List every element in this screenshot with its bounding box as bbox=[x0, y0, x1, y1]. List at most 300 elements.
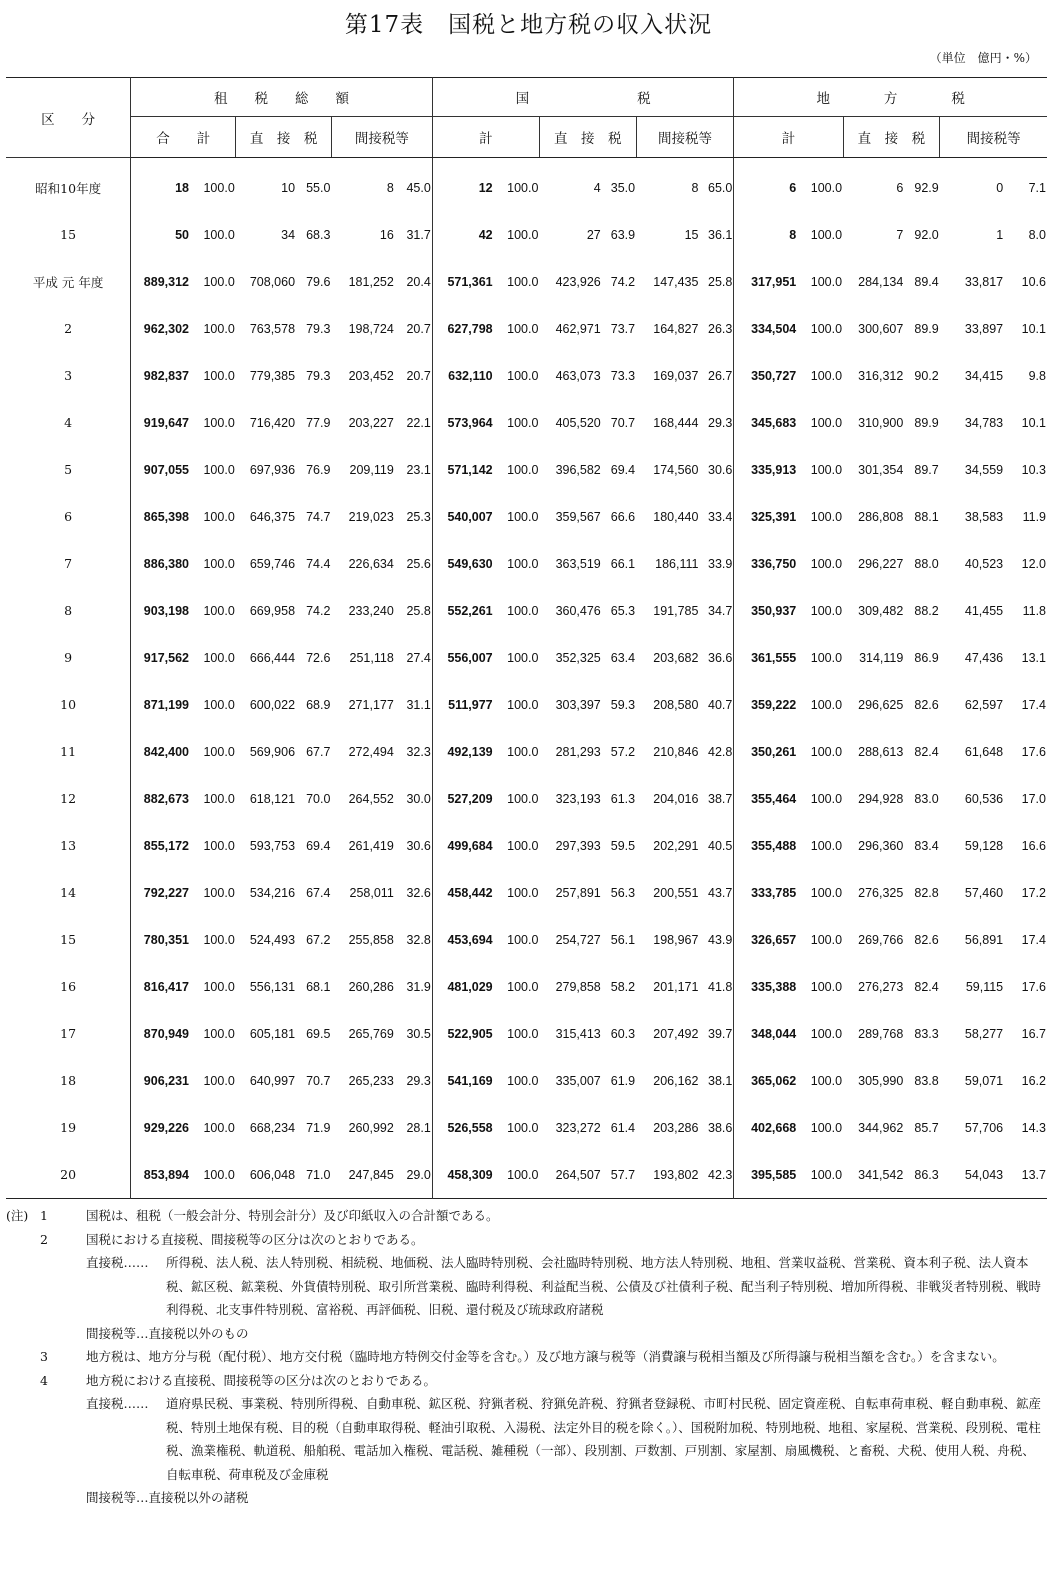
percent-cell: 100.0 bbox=[507, 274, 539, 289]
amount-cell: 355,464 bbox=[734, 775, 796, 822]
amount-cell: 919,647 bbox=[143, 415, 189, 430]
amount-cell: 573,964 bbox=[432, 399, 492, 446]
note-lead: 直接税…… bbox=[86, 1255, 149, 1270]
row-label: 平成 元 年度 bbox=[6, 258, 131, 305]
subheader-indirect: 間接税等 bbox=[636, 117, 734, 158]
percent-cell: 79.3 bbox=[306, 321, 331, 336]
percent-cell: 85.7 bbox=[914, 1120, 939, 1135]
amount-cell: 50 bbox=[175, 227, 189, 242]
percent-cell: 100.0 bbox=[203, 932, 235, 947]
percent-cell: 89.4 bbox=[914, 274, 939, 289]
amount-cell: 300,607 bbox=[858, 321, 904, 336]
subheader-total: 計 bbox=[432, 117, 539, 158]
percent-cell: 100.0 bbox=[203, 979, 235, 994]
amount-cell: 284,134 bbox=[858, 274, 904, 289]
percent-cell: 69.5 bbox=[306, 1026, 331, 1041]
percent-cell: 22.1 bbox=[406, 415, 431, 430]
table-row bbox=[6, 1010, 1047, 1057]
amount-cell: 316,312 bbox=[858, 368, 904, 383]
percent-cell: 27.4 bbox=[406, 650, 431, 665]
table-row bbox=[6, 681, 1047, 728]
percent-cell: 33.9 bbox=[708, 556, 733, 571]
subheader-direct: 直 接 税 bbox=[539, 117, 636, 158]
percent-cell: 77.9 bbox=[306, 415, 331, 430]
amount-cell: 323,193 bbox=[555, 791, 601, 806]
percent-cell: 36.6 bbox=[708, 650, 733, 665]
row-label: 20 bbox=[6, 1151, 131, 1199]
percent-cell: 25.8 bbox=[406, 603, 431, 618]
percent-cell: 38.1 bbox=[708, 1073, 733, 1088]
amount-cell: 317,951 bbox=[734, 258, 796, 305]
amount-cell: 816,417 bbox=[143, 979, 189, 994]
note-mark: (注) bbox=[6, 1208, 29, 1223]
amount-cell: 34 bbox=[281, 227, 296, 242]
percent-cell: 100.0 bbox=[203, 791, 235, 806]
note-1 bbox=[6, 1204, 1046, 1228]
percent-cell: 100.0 bbox=[507, 415, 539, 430]
percent-cell: 100.0 bbox=[203, 368, 235, 383]
row-label: 8 bbox=[6, 587, 131, 634]
percent-cell: 100.0 bbox=[507, 744, 539, 759]
percent-cell: 57.7 bbox=[610, 1167, 636, 1182]
amount-cell: 882,673 bbox=[143, 791, 189, 806]
percent-cell: 92.0 bbox=[914, 227, 939, 242]
table-row bbox=[6, 775, 1047, 822]
percent-cell: 25.3 bbox=[406, 509, 431, 524]
percent-cell: 67.2 bbox=[306, 932, 331, 947]
percent-cell: 32.3 bbox=[406, 744, 431, 759]
percent-cell: 100.0 bbox=[507, 368, 539, 383]
amount-cell: 569,906 bbox=[249, 744, 296, 759]
percent-cell: 92.9 bbox=[914, 180, 939, 195]
percent-cell: 68.9 bbox=[306, 697, 331, 712]
note-number: 2 bbox=[40, 1231, 48, 1247]
amount-cell: 62,597 bbox=[964, 697, 1004, 712]
percent-cell: 100.0 bbox=[810, 321, 843, 336]
amount-cell: 534,216 bbox=[249, 885, 296, 900]
table-row bbox=[6, 634, 1047, 681]
amount-cell: 906,231 bbox=[143, 1073, 189, 1088]
amount-cell: 8 bbox=[386, 180, 394, 195]
percent-cell: 100.0 bbox=[810, 744, 843, 759]
percent-cell: 61.9 bbox=[610, 1073, 636, 1088]
amount-cell: 6 bbox=[896, 180, 904, 195]
percent-cell: 100.0 bbox=[507, 1167, 539, 1182]
amount-cell: 198,967 bbox=[653, 932, 699, 947]
subheader-total: 合 計 bbox=[131, 117, 236, 158]
amount-cell: 59,128 bbox=[964, 838, 1004, 853]
percent-cell: 55.0 bbox=[306, 180, 331, 195]
amount-cell: 289,768 bbox=[858, 1026, 904, 1041]
percent-cell: 38.7 bbox=[708, 791, 733, 806]
amount-cell: 286,808 bbox=[858, 509, 904, 524]
percent-cell: 63.9 bbox=[610, 227, 636, 242]
group-header-total: 租 税 総 額 bbox=[131, 78, 433, 117]
percent-cell: 17.6 bbox=[1021, 979, 1046, 994]
amount-cell: 552,261 bbox=[432, 587, 492, 634]
percent-cell: 63.4 bbox=[610, 650, 636, 665]
amount-cell: 303,397 bbox=[555, 697, 601, 712]
percent-cell: 25.6 bbox=[406, 556, 431, 571]
percent-cell: 100.0 bbox=[203, 227, 235, 242]
amount-cell: 296,625 bbox=[858, 697, 904, 712]
amount-cell: 903,198 bbox=[143, 603, 189, 618]
percent-cell: 40.7 bbox=[708, 697, 733, 712]
amount-cell: 627,798 bbox=[432, 305, 492, 352]
percent-cell: 14.3 bbox=[1021, 1120, 1046, 1135]
percent-cell: 73.3 bbox=[610, 368, 636, 383]
table-row bbox=[6, 258, 1047, 305]
percent-cell: 59.5 bbox=[610, 838, 636, 853]
amount-cell: 191,785 bbox=[653, 603, 699, 618]
amount-cell: 333,785 bbox=[734, 869, 796, 916]
percent-cell: 100.0 bbox=[810, 697, 843, 712]
table-row bbox=[6, 1151, 1047, 1199]
amount-cell: 261,419 bbox=[348, 838, 394, 853]
amount-cell: 164,827 bbox=[653, 321, 699, 336]
percent-cell: 59.3 bbox=[610, 697, 636, 712]
amount-cell: 6 bbox=[734, 158, 796, 212]
percent-cell: 42.8 bbox=[708, 744, 733, 759]
table-row bbox=[6, 587, 1047, 634]
amount-cell: 207,492 bbox=[653, 1026, 699, 1041]
table-row bbox=[6, 540, 1047, 587]
division-header: 区 分 bbox=[6, 78, 131, 158]
table-body bbox=[6, 158, 1047, 1199]
percent-cell: 100.0 bbox=[507, 603, 539, 618]
percent-cell: 100.0 bbox=[203, 697, 235, 712]
amount-cell: 646,375 bbox=[249, 509, 296, 524]
percent-cell: 69.4 bbox=[610, 462, 636, 477]
percent-cell: 100.0 bbox=[810, 180, 843, 195]
percent-cell: 66.1 bbox=[610, 556, 636, 571]
unit-label: （単位 億円・%） bbox=[929, 51, 1037, 65]
amount-cell: 168,444 bbox=[653, 415, 699, 430]
percent-cell: 69.4 bbox=[306, 838, 331, 853]
amount-cell: 264,552 bbox=[348, 791, 394, 806]
amount-cell: 210,846 bbox=[653, 744, 699, 759]
percent-cell: 25.8 bbox=[708, 274, 733, 289]
percent-cell: 11.9 bbox=[1022, 509, 1046, 524]
percent-cell: 28.1 bbox=[406, 1120, 431, 1135]
amount-cell: 310,900 bbox=[858, 415, 904, 430]
percent-cell: 17.4 bbox=[1021, 932, 1046, 947]
amount-cell: 779,385 bbox=[249, 368, 296, 383]
amount-cell: 458,442 bbox=[432, 869, 492, 916]
amount-cell: 203,286 bbox=[653, 1120, 699, 1135]
amount-cell: 365,062 bbox=[734, 1057, 796, 1104]
percent-cell: 76.9 bbox=[306, 462, 331, 477]
amount-cell: 886,380 bbox=[143, 556, 189, 571]
amount-cell: 326,657 bbox=[734, 916, 796, 963]
percent-cell: 35.0 bbox=[610, 180, 636, 195]
percent-cell: 20.4 bbox=[406, 274, 431, 289]
table-row bbox=[6, 399, 1047, 446]
amount-cell: 344,962 bbox=[858, 1120, 904, 1135]
percent-cell: 17.0 bbox=[1021, 791, 1046, 806]
amount-cell: 15 bbox=[684, 227, 699, 242]
amount-cell: 309,482 bbox=[858, 603, 904, 618]
row-label: 16 bbox=[6, 963, 131, 1010]
amount-cell: 12 bbox=[432, 158, 492, 212]
percent-cell: 100.0 bbox=[810, 1167, 843, 1182]
page-title: 第17表 国税と地方税の収入状況 bbox=[344, 12, 713, 38]
group-header-local: 地 方 税 bbox=[734, 78, 1047, 117]
amount-cell: 18 bbox=[175, 180, 189, 195]
percent-cell: 38.6 bbox=[708, 1120, 733, 1135]
amount-cell: 276,273 bbox=[858, 979, 904, 994]
amount-cell: 361,555 bbox=[734, 634, 796, 681]
percent-cell: 68.1 bbox=[306, 979, 331, 994]
percent-cell: 79.6 bbox=[306, 274, 331, 289]
percent-cell: 13.7 bbox=[1021, 1167, 1046, 1182]
percent-cell: 20.7 bbox=[406, 368, 431, 383]
note-text: 道府県民税、事業税、特別所得税、自動車税、鉱区税、狩猟者税、狩猟免許税、狩猟者登録税、市町村民税、固定資産税、自転車荷車税、軽自動車税、鉱産税、特別土地保有税、目的税（自動車取得税、軽油引取税、入湯税、法定外目的税を除く。）、国税附加税、特別地税、地租、家屋税、営業税、段別税、電柱税、漁業権税、軌道税、船舶税、電話加入権税、電話税、雑種税（一部）、段別割、戸数割、戸別割、家屋割、扇風機税、と畜税、犬税、使用人税、舟税、自転車税、荷車税及び金庫税 bbox=[166, 1396, 1042, 1482]
amount-cell: 341,542 bbox=[858, 1167, 904, 1182]
row-label: 10 bbox=[6, 681, 131, 728]
amount-cell: 201,171 bbox=[653, 979, 699, 994]
amount-cell: 527,209 bbox=[432, 775, 492, 822]
note-text: 国税は、租税（一般会計分、特別会計分）及び印紙収入の合計額である。 bbox=[86, 1208, 499, 1223]
amount-cell: 556,131 bbox=[249, 979, 296, 994]
amount-cell: 345,683 bbox=[734, 399, 796, 446]
percent-cell: 100.0 bbox=[203, 1167, 235, 1182]
amount-cell: 174,560 bbox=[653, 462, 699, 477]
amount-cell: 458,309 bbox=[432, 1151, 492, 1199]
note-text: 所得税、法人税、法人特別税、相続税、地価税、法人臨時特別税、会社臨時特別税、地方法人特別税、地租、営業収益税、営業税、資本利子税、法人資本税、鉱区税、鉱業税、外貨債特別税、取引所営業税、臨時利得税、利益配当税、公債及び社債利子税、配当利子特別税、増加所得税、非戦災者特別税、戦時利得税、北支事件特別税、富裕税、再評価税、旧税、還付税及び琉球政府諸税 bbox=[166, 1255, 1042, 1317]
row-label: 3 bbox=[6, 352, 131, 399]
percent-cell: 100.0 bbox=[507, 1026, 539, 1041]
percent-cell: 30.0 bbox=[406, 791, 431, 806]
table-row bbox=[6, 1104, 1047, 1151]
percent-cell: 23.1 bbox=[406, 462, 431, 477]
amount-cell: 260,992 bbox=[348, 1120, 394, 1135]
amount-cell: 276,325 bbox=[858, 885, 904, 900]
note-lead: 直接税…… bbox=[86, 1396, 149, 1411]
percent-cell: 71.9 bbox=[306, 1120, 331, 1135]
amount-cell: 526,558 bbox=[432, 1104, 492, 1151]
amount-cell: 33,817 bbox=[964, 274, 1004, 289]
percent-cell: 7.1 bbox=[1028, 180, 1046, 195]
amount-cell: 853,894 bbox=[143, 1167, 189, 1182]
amount-cell: 279,858 bbox=[555, 979, 601, 994]
row-label: 11 bbox=[6, 728, 131, 775]
amount-cell: 350,937 bbox=[734, 587, 796, 634]
amount-cell: 842,400 bbox=[143, 744, 189, 759]
amount-cell: 335,388 bbox=[734, 963, 796, 1010]
percent-cell: 100.0 bbox=[810, 227, 843, 242]
amount-cell: 294,928 bbox=[858, 791, 904, 806]
amount-cell: 360,476 bbox=[555, 603, 601, 618]
amount-cell: 34,559 bbox=[964, 462, 1004, 477]
amount-cell: 57,706 bbox=[964, 1120, 1004, 1135]
amount-cell: 10 bbox=[281, 180, 296, 195]
percent-cell: 82.8 bbox=[914, 885, 939, 900]
note-number: 4 bbox=[40, 1372, 48, 1388]
percent-cell: 100.0 bbox=[507, 885, 539, 900]
note-4-direct bbox=[6, 1392, 1046, 1486]
amount-cell: 233,240 bbox=[348, 603, 394, 618]
amount-cell: 462,971 bbox=[555, 321, 601, 336]
percent-cell: 68.3 bbox=[306, 227, 331, 242]
amount-cell: 618,121 bbox=[249, 791, 296, 806]
percent-cell: 29.3 bbox=[406, 1073, 431, 1088]
amount-cell: 659,746 bbox=[249, 556, 296, 571]
amount-cell: 203,682 bbox=[653, 650, 699, 665]
percent-cell: 79.3 bbox=[306, 368, 331, 383]
table-row bbox=[6, 352, 1047, 399]
percent-cell: 83.3 bbox=[914, 1026, 939, 1041]
amount-cell: 929,226 bbox=[143, 1120, 189, 1135]
note-2-direct bbox=[6, 1251, 1046, 1322]
note-2-indirect: 間接税等…直接税以外のもの bbox=[86, 1325, 249, 1341]
amount-cell: 209,119 bbox=[349, 462, 394, 477]
amount-cell: 668,234 bbox=[249, 1120, 296, 1135]
amount-cell: 219,023 bbox=[348, 509, 394, 524]
percent-cell: 57.2 bbox=[610, 744, 636, 759]
amount-cell: 269,766 bbox=[858, 932, 904, 947]
amount-cell: 169,037 bbox=[653, 368, 699, 383]
percent-cell: 16.2 bbox=[1021, 1073, 1046, 1088]
amount-cell: 8 bbox=[691, 180, 699, 195]
percent-cell: 86.3 bbox=[914, 1167, 939, 1182]
amount-cell: 40,523 bbox=[964, 556, 1004, 571]
percent-cell: 100.0 bbox=[810, 603, 843, 618]
percent-cell: 100.0 bbox=[203, 180, 235, 195]
amount-cell: 59,071 bbox=[964, 1073, 1004, 1088]
amount-cell: 355,488 bbox=[734, 822, 796, 869]
amount-cell: 522,905 bbox=[432, 1010, 492, 1057]
amount-cell: 257,891 bbox=[555, 885, 601, 900]
percent-cell: 88.2 bbox=[914, 603, 939, 618]
amount-cell: 265,233 bbox=[348, 1073, 394, 1088]
amount-cell: 605,181 bbox=[249, 1026, 296, 1041]
amount-cell: 669,958 bbox=[249, 603, 296, 618]
percent-cell: 100.0 bbox=[507, 650, 539, 665]
amount-cell: 272,494 bbox=[348, 744, 394, 759]
row-label: 18 bbox=[6, 1057, 131, 1104]
amount-cell: 301,354 bbox=[858, 462, 904, 477]
percent-cell: 34.7 bbox=[708, 603, 733, 618]
table-row bbox=[6, 305, 1047, 352]
percent-cell: 67.7 bbox=[306, 744, 331, 759]
percent-cell: 9.8 bbox=[1028, 368, 1046, 383]
percent-cell: 58.2 bbox=[610, 979, 636, 994]
amount-cell: 60,536 bbox=[964, 791, 1004, 806]
percent-cell: 100.0 bbox=[203, 885, 235, 900]
amount-cell: 396,582 bbox=[555, 462, 601, 477]
amount-cell: 198,724 bbox=[348, 321, 394, 336]
amount-cell: 350,727 bbox=[734, 352, 796, 399]
percent-cell: 100.0 bbox=[507, 791, 539, 806]
percent-cell: 100.0 bbox=[810, 1120, 843, 1135]
amount-cell: 58,277 bbox=[964, 1026, 1004, 1041]
row-label: 13 bbox=[6, 822, 131, 869]
amount-cell: 593,753 bbox=[249, 838, 296, 853]
percent-cell: 10.1 bbox=[1021, 415, 1046, 430]
row-label: 4 bbox=[6, 399, 131, 446]
amount-cell: 511,977 bbox=[432, 681, 492, 728]
amount-cell: 336,750 bbox=[734, 540, 796, 587]
amount-cell: 193,802 bbox=[653, 1167, 699, 1182]
amount-cell: 571,142 bbox=[432, 446, 492, 493]
amount-cell: 297,393 bbox=[555, 838, 601, 853]
percent-cell: 73.7 bbox=[610, 321, 636, 336]
percent-cell: 88.1 bbox=[914, 509, 939, 524]
percent-cell: 100.0 bbox=[203, 462, 235, 477]
amount-cell: 206,162 bbox=[653, 1073, 699, 1088]
amount-cell: 200,551 bbox=[653, 885, 699, 900]
percent-cell: 56.3 bbox=[610, 885, 636, 900]
percent-cell: 100.0 bbox=[810, 791, 843, 806]
amount-cell: 42 bbox=[432, 211, 492, 258]
percent-cell: 40.5 bbox=[708, 838, 733, 853]
percent-cell: 60.3 bbox=[610, 1026, 636, 1041]
amount-cell: 41,455 bbox=[964, 603, 1004, 618]
row-label: 6 bbox=[6, 493, 131, 540]
amount-cell: 314,119 bbox=[859, 650, 904, 665]
percent-cell: 100.0 bbox=[507, 321, 539, 336]
amount-cell: 202,291 bbox=[653, 838, 699, 853]
percent-cell: 100.0 bbox=[810, 979, 843, 994]
subheader-direct: 直 接 税 bbox=[843, 117, 940, 158]
amount-cell: 47,436 bbox=[964, 650, 1004, 665]
amount-cell: 423,926 bbox=[555, 274, 601, 289]
percent-cell: 17.4 bbox=[1021, 697, 1046, 712]
percent-cell: 43.7 bbox=[708, 885, 733, 900]
amount-cell: 4 bbox=[593, 180, 601, 195]
row-label: 5 bbox=[6, 446, 131, 493]
amount-cell: 281,293 bbox=[555, 744, 601, 759]
amount-cell: 296,227 bbox=[858, 556, 904, 571]
table-row bbox=[6, 916, 1047, 963]
percent-cell: 67.4 bbox=[306, 885, 331, 900]
percent-cell: 74.7 bbox=[306, 509, 331, 524]
percent-cell: 100.0 bbox=[810, 415, 843, 430]
amount-cell: 204,016 bbox=[653, 791, 699, 806]
percent-cell: 82.4 bbox=[914, 744, 939, 759]
amount-cell: 405,520 bbox=[555, 415, 601, 430]
percent-cell: 26.3 bbox=[708, 321, 733, 336]
percent-cell: 74.2 bbox=[610, 274, 636, 289]
percent-cell: 100.0 bbox=[507, 180, 539, 195]
amount-cell: 8 bbox=[734, 211, 796, 258]
amount-cell: 335,913 bbox=[734, 446, 796, 493]
amount-cell: 16 bbox=[379, 227, 394, 242]
percent-cell: 31.7 bbox=[406, 227, 431, 242]
percent-cell: 100.0 bbox=[810, 274, 843, 289]
percent-cell: 82.4 bbox=[914, 979, 939, 994]
percent-cell: 32.6 bbox=[406, 885, 431, 900]
percent-cell: 100.0 bbox=[203, 1026, 235, 1041]
percent-cell: 100.0 bbox=[810, 462, 843, 477]
subheader-indirect: 間接税等 bbox=[331, 117, 432, 158]
amount-cell: 363,519 bbox=[555, 556, 601, 571]
amount-cell: 907,055 bbox=[143, 462, 189, 477]
amount-cell: 697,936 bbox=[249, 462, 296, 477]
percent-cell: 100.0 bbox=[810, 368, 843, 383]
percent-cell: 16.7 bbox=[1021, 1026, 1046, 1041]
percent-cell: 100.0 bbox=[203, 556, 235, 571]
percent-cell: 65.3 bbox=[610, 603, 636, 618]
amount-cell: 54,043 bbox=[964, 1167, 1004, 1182]
table-row bbox=[6, 728, 1047, 775]
percent-cell: 36.1 bbox=[708, 227, 733, 242]
amount-cell: 315,413 bbox=[555, 1026, 601, 1041]
percent-cell: 30.6 bbox=[406, 838, 431, 853]
percent-cell: 66.6 bbox=[610, 509, 636, 524]
table-row bbox=[6, 1057, 1047, 1104]
